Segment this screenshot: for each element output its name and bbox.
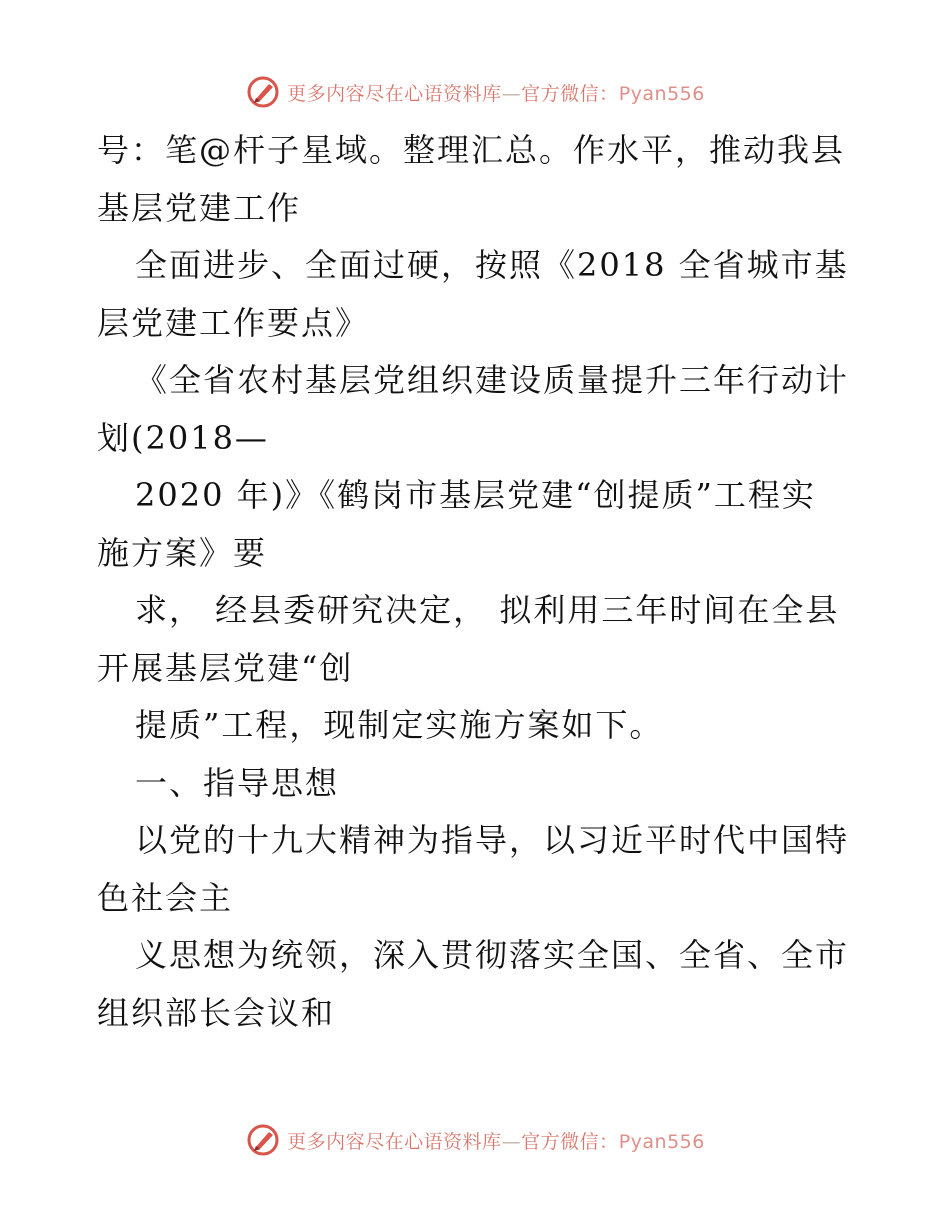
text-line: 色社会主	[97, 878, 234, 917]
text-line: 提质”工程，现制定实施方案如下。	[135, 706, 664, 744]
watermark-handle: Pyan556	[618, 82, 705, 105]
pen-circle-logo-icon	[245, 1122, 281, 1158]
text-line: 划(2018—	[97, 418, 269, 457]
text-line: 《全省农村基层党组织建设质量提升三年行动计	[135, 361, 850, 399]
text-line: 2020 年)》《鹤岗市基层党建“创提质”工程实	[135, 476, 816, 514]
text-line: 义思想为统领，深入贯彻落实全国、全省、全市	[135, 936, 850, 974]
text-line: 基层党建工作	[97, 188, 302, 227]
watermark-main: 更多内容尽在心语资料库	[287, 82, 502, 105]
document-body	[97, 122, 857, 1042]
text-line: 以党的十九大精神为指导，以习近平时代中国特	[135, 821, 850, 859]
watermark-handle: Pyan556	[618, 1130, 705, 1153]
text-line: 组织部长会议和	[97, 993, 336, 1032]
pen-circle-logo-icon	[245, 74, 281, 110]
text-line: 号：笔@杆子星域。整理汇总。作水平，推动我县	[97, 131, 846, 169]
text-line: 开展基层党建“创	[97, 648, 354, 687]
text-line: 全面进步、全面过硬，按照《2018 全省城市基	[135, 246, 849, 284]
watermark-main: 更多内容尽在心语资料库	[287, 1130, 502, 1153]
watermark-text	[287, 1127, 705, 1154]
watermark-separator: —	[501, 1130, 522, 1153]
text-line: 求， 经县委研究决定， 拟利用三年时间在全县	[135, 591, 840, 629]
header-watermark	[0, 70, 950, 114]
watermark-suffix: 官方微信：	[521, 1130, 619, 1153]
watermark-suffix: 官方微信：	[521, 82, 619, 105]
footer-watermark	[0, 1118, 950, 1162]
text-line: 一、指导思想	[135, 763, 340, 802]
watermark-text	[287, 79, 705, 106]
text-line: 施方案》要	[97, 533, 268, 572]
text-line: 层党建工作要点》	[97, 303, 370, 342]
watermark-separator: —	[501, 82, 522, 105]
